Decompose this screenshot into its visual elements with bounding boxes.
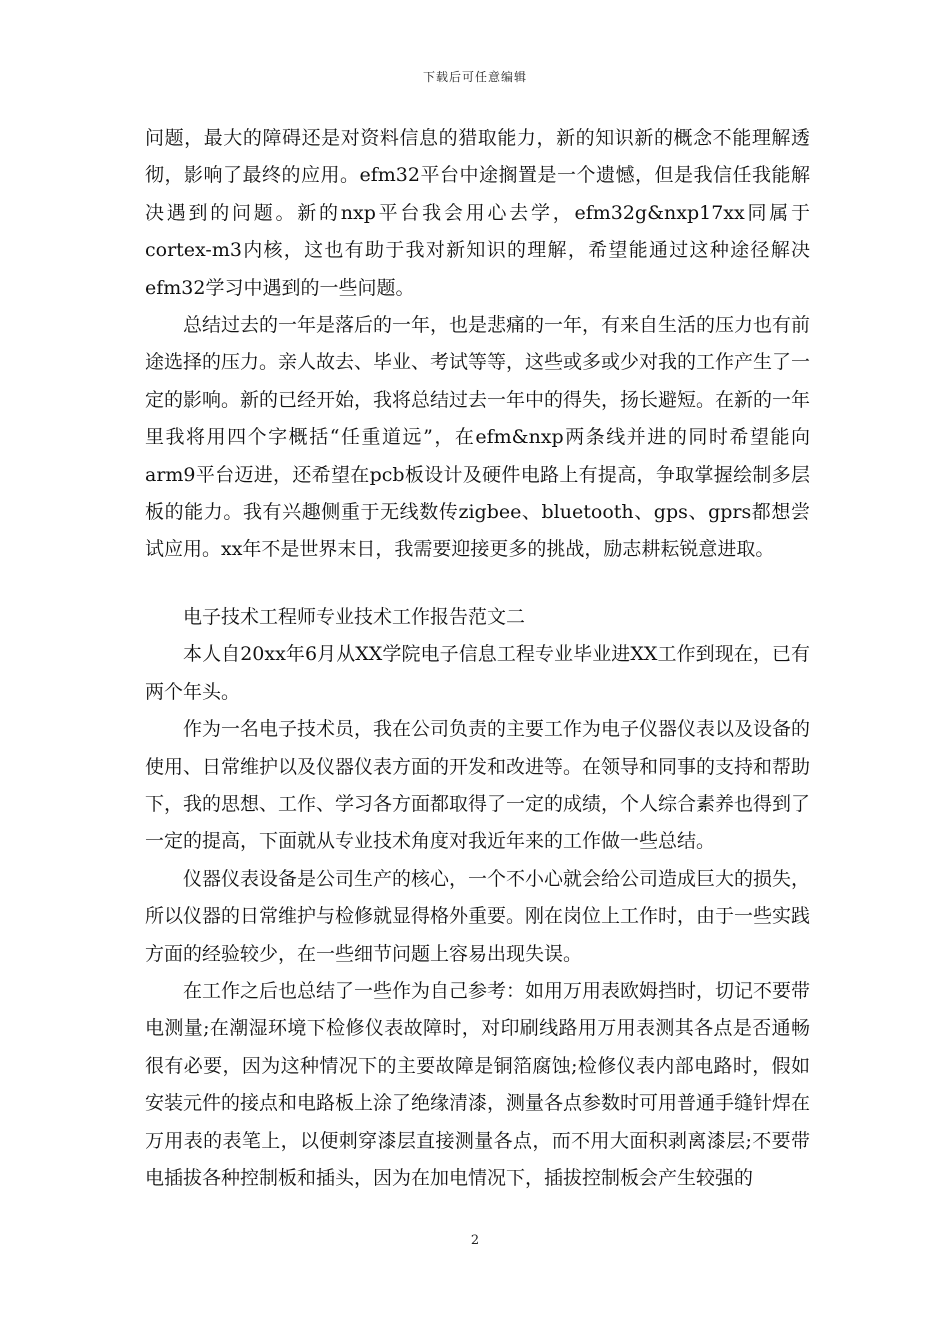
paragraph-maintenance: 仪器仪表设备是公司生产的核心，一个不小心就会给公司造成巨大的损失，所以仪器的日常维护与检修就显得格外重要。刚在岗位上工作时，由于一些实践方面的经验较少，在一些细节问题上容易出现失误。	[145, 867, 811, 965]
paragraph-continued: 问题，最大的障碍还是对资料信息的猎取能力，新的知识新的概念不能理解透彻，影响了最终的应用。efm32平台中途搁置是一个遗憾，但是我信任我能解决遇到的问题。新的nxp平台我会用心去学，efm32g&nxp17xx同属于cortex-m3内核，这也有助于我对新知识的理解，希望能通过这种途径解决efm32学习中遇到的一些问题。	[145, 127, 810, 299]
paragraph-summary: 总结过去的一年是落后的一年，也是悲痛的一年，有来自生活的压力也有前途选择的压力。亲人故去、毕业、考试等等，这些或多或少对我的工作产生了一定的影响。新的已经开始，我将总结过去一年中的得失，扬长避短。在新的一年里我将用四个字概括“任重道远”，在efm&nxp两条线并进的同时希望能向arm9平台迈进，还希望在pcb板设计及硬件电路上有提高，争取掌握绘制多层板的能力。我有兴趣侧重于无线数传zigbee、bluetooth、gps、gprs都想尝试应用。xx年不是世界末日，我需要迎接更多的挑战，励志耕耘锐意进取。	[145, 314, 811, 561]
page-number: 2	[470, 1233, 480, 1248]
paragraph-intro: 本人自20xx年6月从XX学院电子信息工程专业毕业进XX工作到现在，已有两个年头。	[145, 643, 810, 703]
paragraph-role: 作为一名电子技术员，我在公司负责的主要工作为电子仪器仪表以及设备的使用、日常维护以及仪器仪表方面的开发和改进等。在领导和同事的支持和帮助下，我的思想、工作、学习各方面都取得了一定的成绩，个人综合素养也得到了一定的提高，下面就从专业技术角度对我近年来的工作做一些总结。	[145, 718, 811, 853]
paragraph-tips: 在工作之后也总结了一些作为自己参考：如用万用表欧姆挡时，切记不要带电测量;在潮湿环境下检修仪表故障时，对印刷线路用万用表测其各点是否通畅很有必要，因为这种情况下的主要故障是铜箔腐蚀;检修仪表内部电路时，假如安装元件的接点和电路板上涂了绝缘清漆，测量各点参数时可用普通手缝针焊在万用表的表笔上，以便刺穿漆层直接测量各点，而不用大面积剥离漆层;不要带电插拔各种控制板和插头，因为在加电情况下，插拔控制板会产生较强的	[145, 979, 811, 1189]
section-spacer	[145, 569, 810, 599]
document-body	[145, 120, 810, 1197]
section-heading: 电子技术工程师专业技术工作报告范文二	[183, 605, 526, 628]
page-header: 下载后可任意编辑	[422, 70, 527, 84]
